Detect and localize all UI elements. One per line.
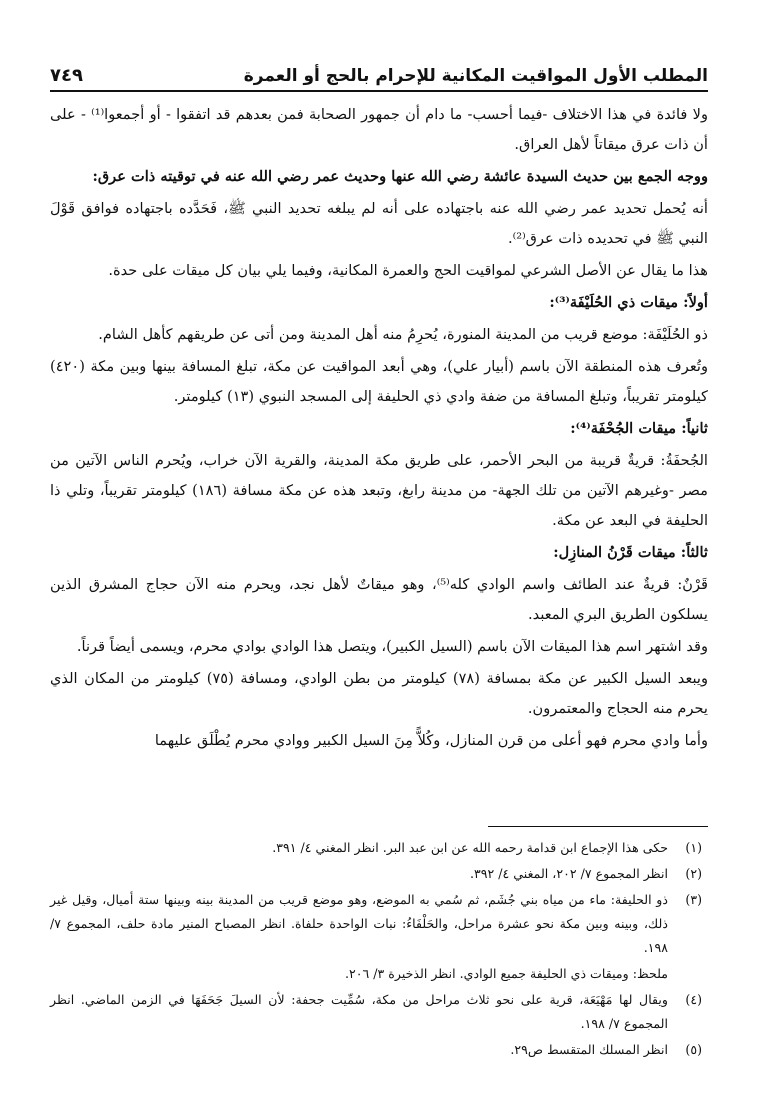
footnote: [50, 888, 708, 960]
page-number: ٧٤٩: [50, 65, 83, 86]
footnote: [50, 988, 708, 1036]
page-header: [50, 56, 708, 92]
footnote-text: انظر المجموع ٧/ ٢٠٢، المغني ٤/ ٣٩٢.: [469, 866, 668, 881]
footnote-text: ويقال لها مَهْيَعَة، قرية على نحو ثلاث مراحل من مكة، سُمِّيت جحفة: لأن السيلَ جَحَفَهَا في الزمن الماضي. انظر المجموع ٧/ ١٩٨.: [50, 992, 668, 1031]
subheading-qarn-almanazil: ثالثاً: ميقات قَرْنُ المنازِل:: [553, 544, 708, 561]
footnote-number: (٣): [685, 892, 702, 907]
footnote-number: (٥): [685, 1042, 702, 1057]
paragraph: ويبعد السيل الكبير عن مكة بمسافة (٧٨) كيلومتر من بطن الوادي، ومسافة (٧٥) كيلومتر من المكان الذي يحرم منه الحجاج والمعتمرون.: [50, 670, 708, 717]
main-text: [50, 100, 708, 758]
footnote-number: (٢): [685, 866, 702, 881]
paragraph: قَرْنٌ: قريةٌ عند الطائف واسم الوادي كله⁽⁵⁾، وهو ميقاتٌ لأهل نجد، ويحرم منه الآن حجاج المشرق الذين يسلكون الطريق البري المعبد.: [50, 576, 708, 623]
paragraph: الجُحفَةُ: قريةٌ قريبة من البحر الأحمر، على طريق مكة المدينة، والقرية الآن خراب، ويُحرم الناس الآتين من مصر -وغيرهم الآتين من تلك الجهة- من مدينة رابغ، وتبعد هذه عن مكة مسافة (١٨٦) كيلومتر تقريباً، وتلي ذا الحليفة في البعد عن مكة.: [50, 452, 708, 529]
paragraph: ذو الحُلَيْفَة: موضع قريب من المدينة المنورة، يُحرِمُ منه أهل المدينة ومن أتى عن طريقهم كأهل الشام.: [98, 326, 708, 343]
subheading-dhul-hulayfa: أولاً: ميقات ذي الحُلَيْفَة⁽³⁾:: [549, 294, 708, 311]
footnote-text: ملحظ: وميقات ذي الحليفة جميع الوادي. انظر الذخيرة ٣/ ٢٠٦.: [344, 966, 668, 981]
footnotes: [50, 836, 708, 1064]
subheading-juhfa: ثانياً: ميقات الجُحْفَة⁽⁴⁾:: [570, 420, 708, 437]
paragraph: هذا ما يقال عن الأصل الشرعي لمواقيت الحج والعمرة المكانية، وفيما يلي بيان كل ميقات على حدة.: [108, 262, 708, 279]
footnote: [50, 862, 708, 886]
paragraph: وتُعرف هذه المنطقة الآن باسم (أبيار علي)، وهي أبعد المواقيت عن مكة، تبلغ المسافة بينها وبين مكة (٤٢٠) كيلومتر تقريباً، وتبلغ المسافة من ضفة وادي ذي الحليفة إلى المسجد النبوي (١٣) كيلومتر.: [50, 358, 708, 405]
footnote: [50, 1038, 708, 1062]
footnote-separator: [488, 826, 708, 827]
running-title: المطلب الأول المواقيت المكانية للإحرام بالحج أو العمرة: [243, 66, 708, 86]
footnote-text: انظر المسلك المتقسط ص٢٩.: [510, 1042, 668, 1057]
footnote-number: [668, 962, 708, 986]
section-heading: ووجه الجمع بين حديث السيدة عائشة رضي الله عنها وحديث عمر رضي الله عنه في توقيته ذات عرق:: [92, 168, 708, 185]
footnote-number: (٤): [685, 992, 702, 1007]
footnote: [50, 962, 708, 986]
paragraph: ولا فائدة في هذا الاختلاف -فيما أحسب- ما دام أن جمهور الصحابة فمن بعدهم قد اتفقوا - أو أجمعوا⁽¹⁾ - على أن ذات عرق ميقاتاً لأهل العراق.: [50, 106, 708, 153]
footnote-text: حكى هذا الإجماع ابن قدامة رحمه الله عن ابن عبد البر. انظر المغني ٤/ ٣٩١.: [272, 840, 668, 855]
paragraph: وأما وادي محرم فهو أعلى من قرن المنازل، وكُلاًّ مِنَ السيل الكبير ووادي محرم يُطْلَق عليهما: [154, 732, 708, 749]
footnote-text: ذو الحليفة: ماء من مياه بني جُشَم، ثم سُمي به الموضع، وهو موضع قريب من المدينة بينه وبينها ستة أميال، وقيل غير ذلك، وبينه وبين مكة نحو عشرة مراحل، والحَلْفَاءُ: نبات الواحدة حلفاة. انظر المصباح المنير مادة حلف، المجموع ٧/ ١٩٨.: [50, 892, 668, 955]
paragraph: وقد اشتهر اسم هذا الميقات الآن باسم (السيل الكبير)، ويتصل هذا الوادي بوادي محرم، ويسمى أيضاً قرناً.: [76, 638, 708, 655]
footnote: [50, 836, 708, 860]
footnote-number: (١): [685, 840, 702, 855]
paragraph: أنه يُحمل تحديد عمر رضي الله عنه باجتهاده على أنه لم يبلغه تحديد النبي ﷺ، فَحَدَّده باجتهاده فوافق قَوْلَ النبي ﷺ في تحديده ذات عرق⁽²⁾.: [50, 200, 708, 247]
